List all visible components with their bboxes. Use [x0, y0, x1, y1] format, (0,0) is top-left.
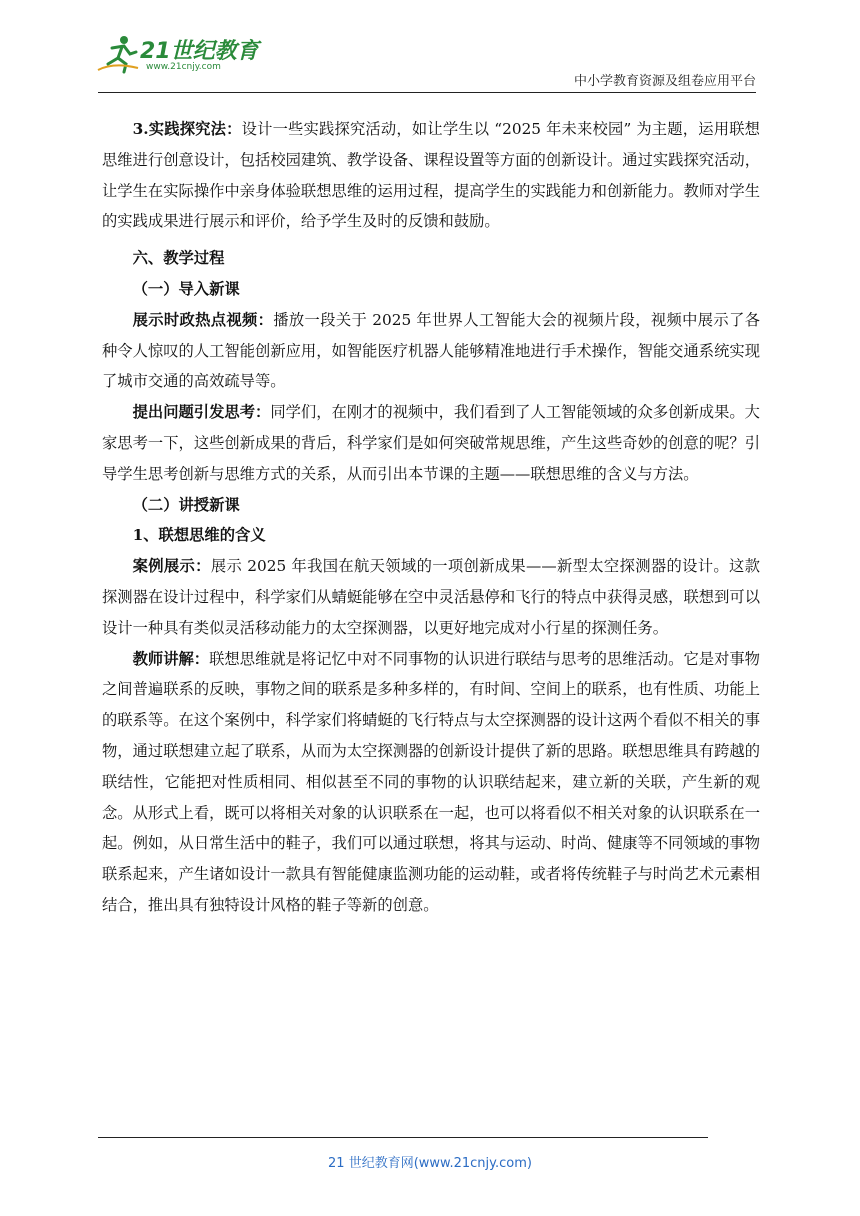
- page-header: [0, 0, 860, 100]
- document-body: [102, 114, 760, 921]
- practice-method-label: 3.实践探究法：: [132, 120, 242, 138]
- heading-introduction: （一）导入新课: [132, 279, 240, 298]
- question-text: 同学们，在刚才的视频中，我们看到了人工智能领域的众多创新成果。大家思考一下，这些创新成果的背后，科学家们是如何突破常规思维，产生这些奇妙的创意的呢？引导学生思考创新与思维方式的关系，从而引出本节课的主题——联想思维的含义与方法。: [102, 403, 760, 483]
- header-divider: [98, 92, 756, 93]
- heading-new-lesson: （二）讲授新课: [132, 495, 240, 514]
- logo-text: 21世纪教育: [140, 39, 259, 64]
- paragraph-explanation: [102, 644, 760, 921]
- case-label: 案例展示：: [132, 557, 211, 576]
- explanation-label: 教师讲解：: [132, 649, 210, 668]
- runner-logo-icon: [94, 34, 142, 74]
- paragraph-practice-method: [102, 114, 760, 237]
- practice-method-text: 设计一些实践探究活动，如让学生以 “2025 年未来校园” 为主题，运用联想思维进行创意设计，包括校园建筑、教学设备、课程设置等方面的创新设计。通过实践探究活动，让学生在实际操作中亲身体验联想思维的运用过程，提高学生的实践能力和创新能力。教师对学生的实践成果进行展示和评价，给予学生及时的反馈和鼓励。: [102, 120, 760, 231]
- video-text: 播放一段关于 2025 年世界人工智能大会的视频片段，视频中展示了各种令人惊叹的人工智能创新应用，如智能医疗机器人能够精准地进行手术操作，智能交通系统实现了城市交通的高效疏导等。: [102, 310, 760, 391]
- paragraph-case: [102, 551, 760, 643]
- heading-teaching-process: 六、教学过程: [132, 249, 225, 268]
- footer-link[interactable]: 21 世纪教育网(www.21cnjy.com): [328, 1156, 532, 1171]
- logo-url: www.21cnjy.com: [146, 62, 221, 72]
- question-label: 提出问题引发思考：: [132, 403, 271, 422]
- video-label: 展示时政热点视频：: [132, 310, 274, 329]
- case-text: 展示 2025 年我国在航天领域的一项创新成果——新型太空探测器的设计。这款探测器在设计过程中，科学家们从蜻蜓能够在空中灵活悬停和飞行的特点中获得灵感，联想到可以设计一种具有类似灵活移动能力的太空探测器，以更好地完成对小行星的探测任务。: [102, 557, 760, 637]
- paragraph-video: [102, 305, 760, 397]
- paragraph-question: [102, 397, 760, 489]
- platform-title: 中小学教育资源及组卷应用平台: [573, 74, 756, 89]
- site-logo[interactable]: [94, 34, 264, 80]
- footer-divider: [98, 1137, 708, 1138]
- heading-meaning: 1、联想思维的含义: [132, 526, 266, 545]
- explanation-text: 联想思维就是将记忆中对不同事物的认识进行联结与思考的思维活动。它是对事物之间普遍联系的反映，事物之间的联系是多种多样的，有时间、空间上的联系，也有性质、功能上的联系等。在这个案例中，科学家们将蜻蜓的飞行特点与太空探测器的设计这两个看似不相关的事物，通过联想建立起了联系，从而为太空探测器的创新设计提供了新的思路。联想思维具有跨越的联结性，它能把对性质相同、相似甚至不同的事物的认识联结起来，建立新的关联，产生新的观念。从形式上看，既可以将相关对象的认识联系在一起，也可以将看似不相关对象的认识联系在一起。例如，从日常生活中的鞋子，我们可以通过联想，将其与运动、时尚、健康等不同领域的事物联系起来，产生诸如设计一款具有智能健康监测功能的运动鞋，或者将传统鞋子与时尚艺术元素相结合，推出具有独特设计风格的鞋子等新的创意。: [102, 649, 760, 914]
